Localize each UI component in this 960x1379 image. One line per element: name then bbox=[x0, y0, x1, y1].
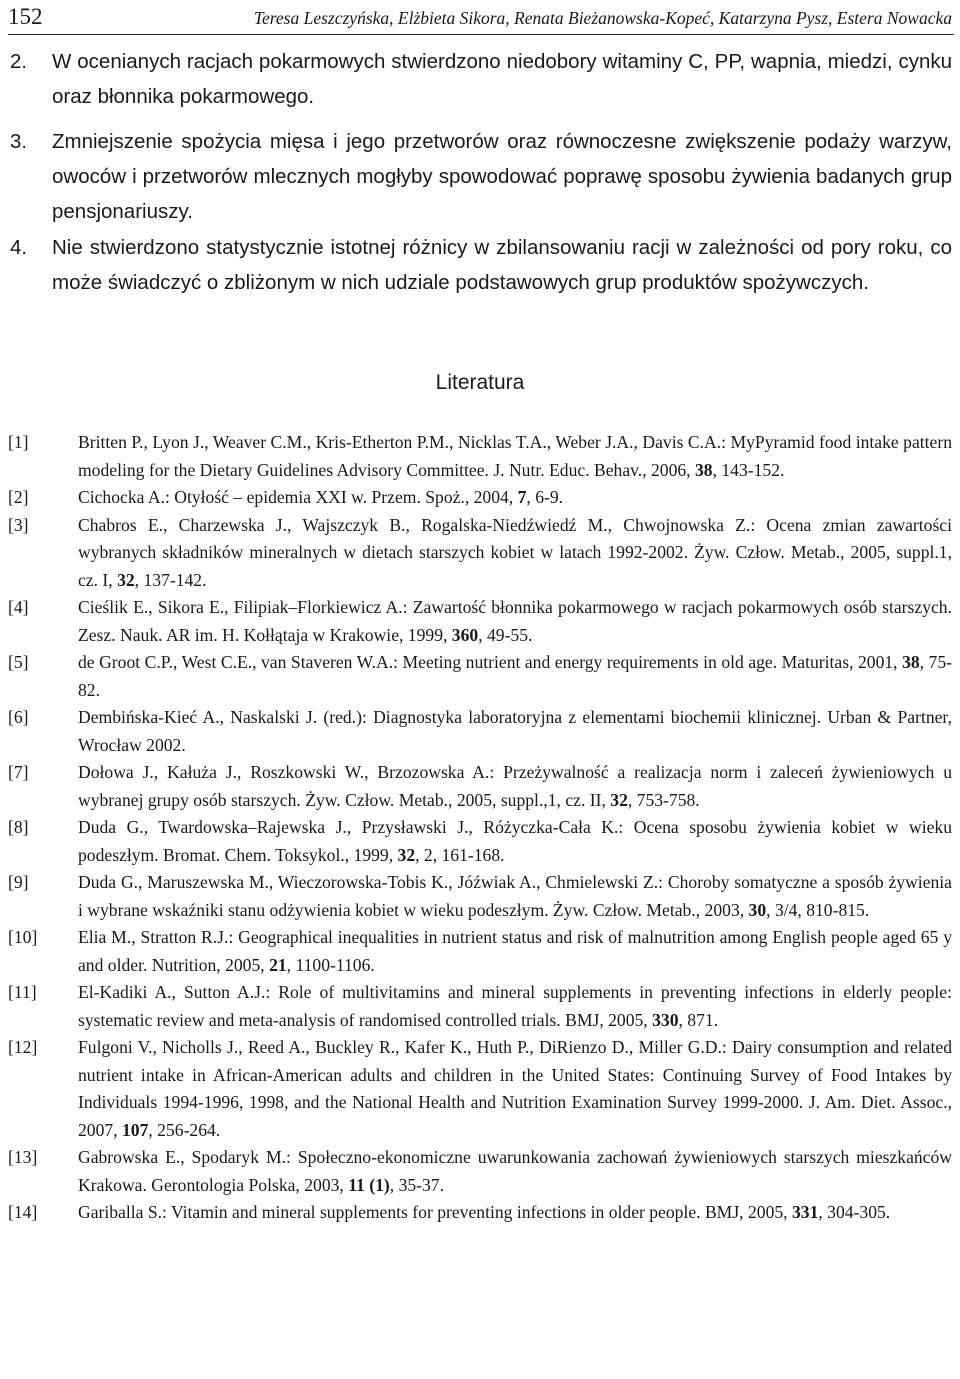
reference-item bbox=[0, 1144, 960, 1199]
reference-number: [12] bbox=[8, 1037, 38, 1057]
reference-body: Cichocka A.: Otyłość – epidemia XXI w. Przem. Spoż., 2004, bbox=[78, 487, 518, 507]
reference-number: [11] bbox=[8, 982, 37, 1002]
reference-volume: 32 bbox=[397, 844, 416, 865]
reference-pages: , 75-82. bbox=[78, 652, 953, 700]
reference-pages: , 3/4, 810-815. bbox=[766, 899, 870, 920]
reference-pages: , 143-152. bbox=[712, 459, 785, 480]
reference-volume: 38 bbox=[694, 459, 713, 480]
reference-number: [4] bbox=[8, 597, 29, 617]
reference-body: Chabros E., Charzewska J., Wajszczyk B., Rogalska-Niedźwiedź M., Chwojnowska Z.: Ocena zmian zawartości wybranych składników mineralnych w dietach starszych kobiet w latach 1992-2002. Żyw. Człow. Metab., 2005, suppl.1, cz. I, bbox=[78, 514, 952, 590]
reference-body: Fulgoni V., Nicholls J., Reed A., Buckley R., Kafer K., Huth P., DiRienzo D., Miller G.D.: Dairy consumption and related nutrient intake in African-American adults and children in the United States: Continuing Survey of Food Intakes by Individuals 1994-1996, 1998, and the National Health and Nutrition Examination Survey 1999-2000. J. Am. Diet. Assoc., 2007, bbox=[78, 1037, 952, 1140]
reference-body: Gariballa S.: Vitamin and mineral supplements for preventing infections in older people. BMJ, 2005, bbox=[78, 1202, 792, 1222]
reference-pages: , 256-264. bbox=[148, 1119, 221, 1140]
reference-text bbox=[78, 594, 952, 649]
running-header bbox=[8, 2, 954, 35]
reference-item bbox=[0, 869, 960, 924]
reference-item bbox=[0, 594, 960, 649]
reference-body: Elia M., Stratton R.J.: Geographical inequalities in nutrient status and risk of malnutrition among English people aged 65 y and older. Nutrition, 2005, bbox=[78, 927, 952, 975]
reference-volume: 30 bbox=[748, 899, 767, 920]
reference-number: [3] bbox=[8, 514, 29, 535]
reference-pages: , 1100-1106. bbox=[286, 954, 375, 975]
reference-body: Duda G., Twardowska–Rajewska J., Przysławski J., Różyczka-Cała K.: Ocena sposobu żywienia kobiet w wieku podeszłym. Bromat. Chem. Toksykol., 1999, bbox=[78, 817, 952, 865]
conclusion-item bbox=[0, 230, 960, 300]
reference-item bbox=[0, 924, 960, 979]
reference-pages: , 304-305. bbox=[818, 1202, 891, 1222]
reference-body: de Groot C.P., West C.E., van Staveren W.A.: Meeting nutrient and energy requirements in old age. Maturitas, 2001, bbox=[78, 652, 903, 672]
reference-body: Gabrowska E., Spodaryk M.: Społeczno-ekonomiczne uwarunkowania zachowań żywieniowych starszych mieszkańców Krakowa. Gerontologia Polska, 2003, bbox=[78, 1147, 952, 1195]
reference-number: [13] bbox=[8, 1147, 38, 1167]
reference-text bbox=[78, 484, 952, 512]
reference-item bbox=[0, 759, 960, 814]
reference-body: El-Kadiki A., Sutton A.J.: Role of multivitamins and mineral supplements in preventing infections in elderly people: systematic review and meta-analysis of randomised controlled trials. BMJ, 2005, bbox=[78, 982, 952, 1030]
reference-pages: , 6-9. bbox=[526, 487, 564, 507]
reference-number: [1] bbox=[8, 432, 29, 452]
reference-volume: 38 bbox=[902, 652, 920, 672]
reference-pages: , 49-55. bbox=[478, 624, 533, 645]
conclusion-item bbox=[0, 124, 960, 229]
reference-volume: 331 bbox=[791, 1202, 819, 1222]
literature-heading: Literatura bbox=[435, 371, 525, 394]
reference-item bbox=[0, 814, 960, 869]
conclusion-text: W ocenianych racjach pokarmowych stwierdzono niedobory witaminy C, PP, wapnia, miedzi, cynku oraz błonnika pokarmowego. bbox=[52, 50, 952, 108]
reference-number: [2] bbox=[8, 487, 29, 507]
reference-text bbox=[78, 759, 952, 814]
reference-item bbox=[0, 979, 960, 1034]
reference-item bbox=[0, 704, 960, 759]
reference-item bbox=[0, 649, 960, 704]
reference-item bbox=[0, 512, 960, 595]
conclusion-number: 3. bbox=[10, 130, 28, 153]
reference-volume: 11 (1) bbox=[348, 1174, 390, 1195]
reference-body: Cieślik E., Sikora E., Filipiak–Florkiewicz A.: Zawartość błonnika pokarmowego w racjach pokarmowych osób starszych. Zesz. Nauk. AR im. H. Kołłątaja w Krakowie, 1999, bbox=[78, 597, 952, 645]
reference-number: [5] bbox=[8, 652, 29, 672]
reference-item bbox=[0, 1034, 960, 1144]
reference-text bbox=[78, 924, 952, 979]
reference-volume: 360 bbox=[451, 624, 479, 645]
conclusion-text: Nie stwierdzono statystycznie istotnej różnicy w zbilansowaniu racji w zależności od pory roku, co może świadczyć o zbliżonym w nich udziale podstawowych grup produktów spożywczych. bbox=[52, 236, 952, 294]
reference-volume: 32 bbox=[610, 789, 628, 810]
running-header-authors: Teresa Leszczyńska, Elżbieta Sikora, Renata Bieżanowska-Kopeć, Katarzyna Pysz, Estera Nowacka bbox=[253, 8, 952, 28]
reference-text bbox=[78, 649, 952, 704]
conclusion-item bbox=[0, 44, 960, 114]
reference-number: [10] bbox=[8, 927, 38, 947]
reference-text bbox=[78, 869, 952, 924]
reference-text bbox=[78, 512, 952, 595]
conclusion-text: Zmniejszenie spożycia mięsa i jego przetworów oraz równoczesne zwiększenie podaży warzyw, owoców i przetworów mlecznych mogłyby spowodować poprawę sposobu żywienia badanych grup pensjonariuszy. bbox=[52, 130, 952, 223]
reference-text bbox=[78, 1199, 952, 1227]
reference-number: [9] bbox=[8, 872, 29, 892]
conclusion-number: 4. bbox=[10, 236, 28, 259]
reference-volume: 32 bbox=[117, 569, 135, 590]
reference-body: Dołowa J., Kałuża J., Roszkowski W., Brzozowska A.: Przeżywalność a realizacja norm i zaleceń żywieniowych u wybranej grupy osób starszych. Żyw. Człow. Metab., 2005, suppl.,1, cz. II, bbox=[78, 762, 952, 810]
reference-text bbox=[78, 1144, 952, 1199]
reference-item bbox=[0, 1199, 960, 1227]
reference-number: [6] bbox=[8, 707, 29, 727]
conclusion-number: 2. bbox=[10, 50, 28, 73]
page-number: 152 bbox=[8, 4, 43, 29]
reference-pages: , 2, 161-168. bbox=[415, 844, 505, 865]
reference-volume: 107 bbox=[121, 1119, 149, 1140]
reference-pages: , 137-142. bbox=[134, 569, 207, 590]
reference-text bbox=[78, 429, 952, 484]
reference-number: [7] bbox=[8, 762, 29, 782]
reference-text bbox=[78, 814, 952, 869]
reference-number: [14] bbox=[8, 1202, 38, 1222]
reference-pages: , 871. bbox=[678, 1009, 719, 1030]
reference-body: Duda G., Maruszewska M., Wieczorowska-Tobis K., Jóźwiak A., Chmielewski Z.: Choroby somatyczne a sposób żywienia i wybrane wskaźniki stanu odżywienia kobiet w wieku podeszłym. Żyw. Człow. Metab., 2003, bbox=[78, 872, 952, 920]
reference-item bbox=[0, 484, 960, 512]
reference-item bbox=[0, 429, 960, 484]
reference-volume: 330 bbox=[652, 1009, 679, 1030]
reference-list bbox=[0, 429, 960, 1227]
reference-number: [8] bbox=[8, 817, 29, 837]
reference-text bbox=[78, 704, 952, 759]
reference-text bbox=[78, 1034, 952, 1144]
reference-volume: 7 bbox=[517, 487, 527, 507]
reference-volume: 21 bbox=[269, 954, 287, 975]
reference-text bbox=[78, 979, 952, 1034]
reference-pages: , 35-37. bbox=[389, 1174, 445, 1195]
reference-body: Britten P., Lyon J., Weaver C.M., Kris-Etherton P.M., Nicklas T.A., Weber J.A., Davis C.A.: MyPyramid food intake pattern modeling for the Dietary Guidelines Advisory Committee. J. Nutr. Educ. Behav., 2006, bbox=[78, 432, 952, 480]
reference-body: Dembińska-Kieć A., Naskalski J. (red.): Diagnostyka laboratoryjna z elementami biochemii klinicznej. Urban & Partner, Wrocław 2002. bbox=[78, 707, 952, 755]
reference-pages: , 753-758. bbox=[627, 789, 700, 810]
